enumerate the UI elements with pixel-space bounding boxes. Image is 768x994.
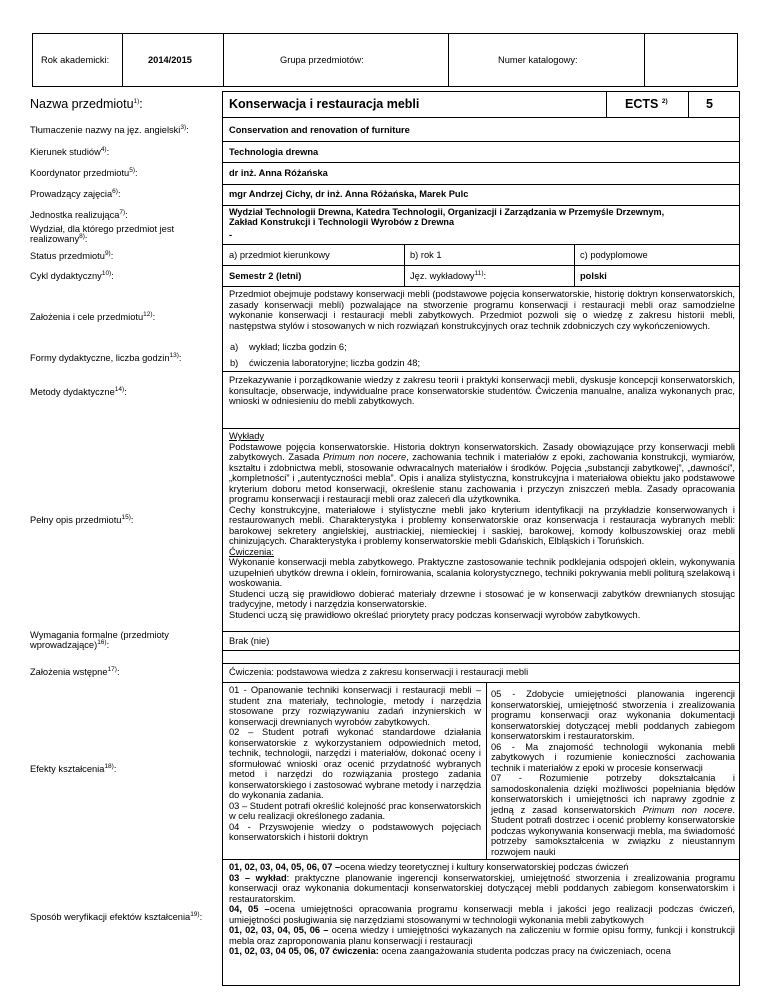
ects-label: ECTS $^{2)}$ [625,97,668,111]
opis-paragraph-3: Wykonanie konserwacji mebla zabytkowego. Praktyczne zastosowanie technik podklejania odspojeń oklein, wykonywania uzupełnień ubytków drewna i oklein, fornirowania, scalania kolorystycznego, techniki pokrywania mebli politurą szelakową i woskowania. [229,557,735,588]
efekty-right: 05 - Zdobycie umiejętności planowania ingerencji konserwatorskiej, umiejętność stworzenia i zrealizowania programu konserwacji oraz wykonania dokumentacji konserwatorskiej dotyczącej mebli poddanych zabiegom konserwatorskim i restauratorskim. 06 - Ma znajomość technologii wykonania mebli zabytkowych i rozumienie konieczności zachowania technik i materiałów z epoki w procesie konserwacji 07 - Rozumienie potrzeby dokształcania i samodoskonalenia dzięki możliwości popełniania błędów konserwatorskich i umiejętności ich naprawy zgodnie z jedną z zasad konserwatorskich Primum non nocere. Student potrafi dostrzec i ocenić problemy konserwatorskie podczas wykonywania konserwacji mebla, ma świadomość potrzeby samokształcenia w związku z nieustannym rozwojem nauki [491,689,735,857]
rok-akademicki-value: 2014/2015 [148,55,192,65]
zalozenia-wstepne-label: Założenia wstępne$^{17)}$: [30,665,120,677]
formy-a-text: wykład; liczba godzin 6; [249,342,347,352]
formy-b-text: ćwiczenia laboratoryjne; liczba godzin 48; [249,358,421,368]
weryfikacja-line-5: 01, 02, 03, 04 05, 06, 07 ćwiczenia: ocena zaangażowania studenta podczas pracy na ćwiczeniach, ocena [229,946,671,956]
status-a: a) przedmiot kierunkowy [229,250,330,260]
wydzial-label-line2: realizowany$^{8)}$: [30,232,88,244]
status-label: Status przedmiotu$^{9)}$: [30,249,114,261]
nazwa-przedmiotu-label: Nazwa przedmiotu$^{1)}$: [30,97,143,111]
metody-label: Metody dydaktyczne$^{14)}$: [30,385,127,397]
wymagania-value: Brak (nie) [229,636,270,646]
rok-akademicki-label: Rok akademicki: [41,55,110,65]
opis-paragraph-1: Podstawowe pojęcia konserwatorskie. Historia doktryn konserwatorskich. Zasady obowiązujące przy konserwacji mebli zabytkowych. Zasada Primum non nocere, zachowania technik i materiałów z epoki, zachowania konstrukcji, wymiarów, kształtu i zdobnictwa mebli, stosowanie odwracalnych materiałów i środków. Pojęcia „substancji zabytkowej”, „dawności”, „kompletności” i „autentyczności mebla”. Opis i analiza stylistyczna, konstrukcyjna i materiałowa obiektu jako podstawowe kryterium doboru metod konserwacji, określenie stanu zachowania i przyczyn zniszczeń mebla. Zasady opracowania programu konserwacji i restauracji mebli oraz zaleceń dla użytkownika. [229,441,735,504]
wymagania-label-line1: Wymagania formalne (przedmioty [30,630,169,640]
zalozenia-wstepne-value: Ćwiczenia: podstawowa wiedza z zakresu konserwacji i restauracji mebli [229,667,529,677]
weryfikacja-label: Sposób weryfikacji efektów kształcenia$^{19)}$: [30,910,203,922]
course-title: Konserwacja i restauracja mebli [229,97,420,111]
kierunek-value: Technologia drewna [229,147,319,157]
efekty-left: 01 - Opanowanie techniki konserwacji i restauracji mebli – student zna materiały, technologie, metody i narzędzia stosowane przy rozwiązywaniu zadań inżynierskich w konserwacji drewnianych wyrobów zabytkowych. 02 – Student potrafi wykonać standardowe działania konserwatorskie z wykorzystaniem odpowiednich metod, technik, technologii, narzędzi i materiałów, dokonać oceny i sformułować wnioski oraz ocenić przydatność wybranych metod i narzędzi do rozwiązania prostego zadania konserwatorskiego i zastosować wybrane metody i narzędzia do wykonania zadania. 03 – Student potrafi określić kolejność prac konserwatorskich w celu realizacji określonego zadania. 04 - Przyswojenie wiedzy o podstawowych pojęciach konserwatorskich i historii doktryn [229,685,481,842]
tlumaczenie-value: Conservation and renovation of furniture [229,125,410,135]
jednostka-value-line1: Wydział Technologii Drewna, Katedra Technologii, Organizacji i Zarządzania w Przemyśle Drzewnym, [229,207,665,217]
wydzial-value: - [229,230,233,240]
wyklady-heading: Wykłady [229,431,265,441]
wydzial-label-line1: Wydział, dla którego przedmiot jest [30,224,175,234]
opis-paragraph-4: Studenci uczą się prawidłowo dobierać materiały drzewne i stosować je w konserwacji zabytków drewnianych stosując tradycyjne, metody i narzędzia konserwatorskie. [229,588,735,609]
cwiczenia-heading: Ćwiczenia: [229,546,274,557]
tlumaczenie-label: Tłumaczenie nazwy na jęz. angielski$^{3)}$: [30,123,189,135]
ects-value: 5 [706,97,713,111]
grupa-przedmiotow-label: Grupa przedmiotów: [280,55,364,65]
zalozenia-cele-label: Założenia i cele przedmiotu$^{12)}$: [30,310,156,322]
opis-text [229,431,735,620]
weryfikacja-line-4: 01, 02, 03, 04, 05, 06 – ocena wiedzy i umiejętności wykazanych na zaliczeniu w formie opisu formy, funkcji i konstrukcji mebla oraz zaproponowania planu konserwacji i restauracji [229,925,735,946]
jezyk-label: Jęz. wykładowy$^{11)}$: [410,269,487,281]
weryfikacja-line-3: 04, 05 –ocena umiejętności opracowania programu konserwacji mebla i jakości jego realizacji podczas ćwiczeń, umiejętności posługiwania się narzędziami stosowanymi w technologii wykonania mebli zabytkowych [229,904,735,925]
weryfikacja-line-1: 01, 02, 03, 04, 05, 06, 07 –ocena wiedzy teoretycznej i kultury konserwatorskiej podczas ćwiczeń [229,862,629,872]
opis-paragraph-5: Studenci uczą się prawidłowo określać priorytety pracy podczas konserwacji wyrobów zabytkowych. [229,609,641,620]
formy-a-marker: a) [230,342,239,352]
zalozenia-cele-text: Przedmiot obejmuje podstawy konserwacji mebli (podstawowe pojęcia konserwatorskie, historię doktryn konserwatorskich, zasady konserwacji mebli) pozwalające na stworzenie programu konserwacji i restauracji mebli oraz samodzielne wykonanie konserwacji i restauracji mebli zabytkowych. Przedmiot pozwoli się o wiedzę z zakresu historii mebli, następstwa stylów i stosowanych w nich rozwiązań konstrukcyjnych oraz technik zdobniczych czy wykończeniowych. [229,289,735,331]
koordynator-label: Koordynator przedmiotu$^{5)}$: [30,166,138,178]
formy-label: Formy dydaktyczne, liczba godzin$^{13)}$: [30,351,182,363]
status-c: c) podyplomowe [580,250,648,260]
prowadzacy-value: mgr Andrzej Cichy, dr inż. Anna Różańska, Marek Pulc [229,189,469,199]
jednostka-value-line2: Zakład Konstrukcji i Technologii Wyrobów z Drewna [229,217,455,227]
cykl-label: Cykl dydaktyczny$^{10)}$: [30,269,114,281]
weryfikacja-text [229,862,735,957]
metody-text: Przekazywanie i porządkowanie wiedzy z zakresu teorii i praktyki konserwacji mebli, dyskusje koncepcji konserwatorskich, konsultacje, obserwacje, indywidualne prace konserwatorskie studentów. Ćwiczenia manualne, analiza wykonanych prac, wnioski w odniesieniu do mebli zabytkowych. [229,375,735,406]
header-box [32,33,738,87]
weryfikacja-line-2: 03 – wykład: praktyczne planowanie ingerencji konserwatorskiej, umiejętność stworzenia i zrealizowania programu konserwacji oraz wykonania dokumentacji konserwatorskiej dotyczącej mebli poddanych zabiegom konserwatorskim i restauratorskim. [229,872,735,904]
numer-katalogowy-label: Numer katalogowy: [498,55,578,65]
opis-label: Pełny opis przedmiotu$^{15)}$: [30,513,134,525]
jezyk-value: polski [580,271,607,281]
wymagania-label-line2: wprowadzające)$^{16)}$: [30,638,110,650]
efekty-label: Efekty kształcenia$^{18)}$: [30,762,117,774]
kierunek-label: Kierunek studiów$^{4)}$: [30,145,110,157]
status-b: b) rok 1 [410,250,442,260]
formy-b-marker: b) [230,358,239,368]
jednostka-label: Jednostka realizująca$^{7)}$: [30,208,128,220]
koordynator-value: dr inż. Anna Różańska [229,168,328,178]
semestr-value: Semestr 2 (letni) [229,271,302,281]
opis-paragraph-2: Cechy konstrukcyjne, materiałowe i stylistyczne mebli jako kryterium identyfikacji na przykładzie konserwowanych i restaurowanych mebli. Charakterystyka i problemy konserwatorskie oraz konserwacja i restauracja wybranych mebli: barokowej sekretery angielskiej, austriackiej, niemieckiej i saskiej, barokowej, komody kolbuszowskiej oraz mebli chinizujących. Charakterystyka i problemy konserwatorskie mebli Gdańskich, Elbląskich i Toruńskich. [229,504,735,546]
prowadzacy-label: Prowadzący zajęcia$^{6)}$: [30,187,121,199]
